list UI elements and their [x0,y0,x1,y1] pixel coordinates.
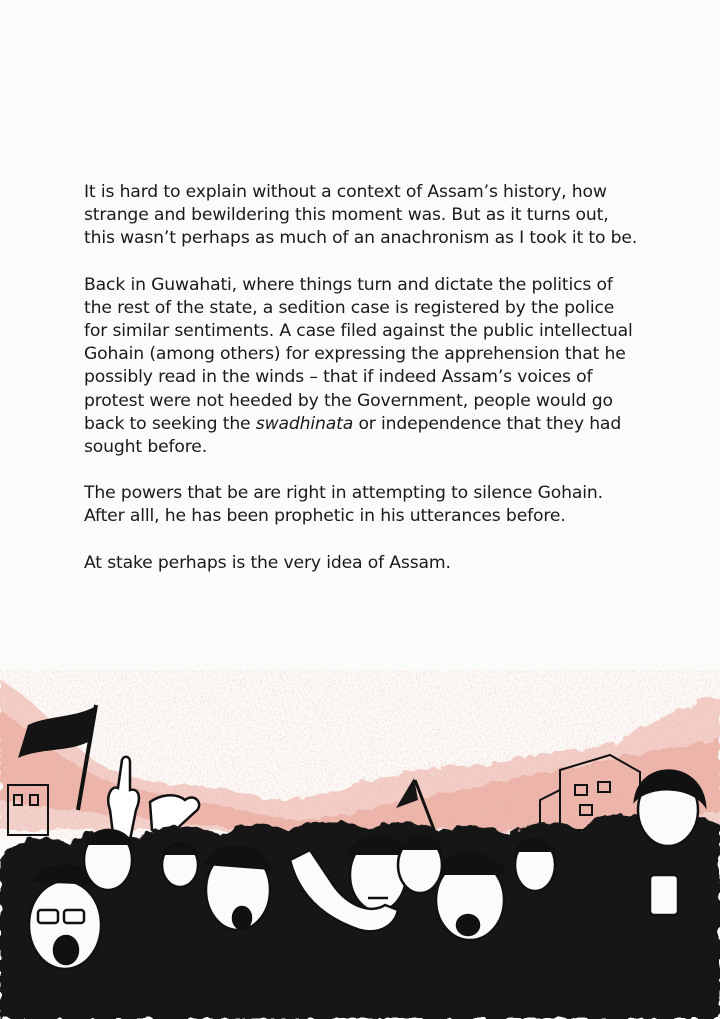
text-run: or independence that they had [353,413,622,434]
text-line: Gohain (among others) for expressing the apprehension that he [84,344,626,365]
text-line: for similar sentiments. A case filed against the public intellectual [84,321,633,342]
paragraph-3 [84,482,654,528]
protest-crowd-illustration [0,660,720,1019]
text-line: sought before. [84,437,208,458]
paragraph-4 [84,552,654,575]
text-line: The powers that be are right in attempting to silence Gohain. [84,483,603,504]
text-line: this wasn’t perhaps as much of an anachronism as I took it to be. [84,228,638,249]
narrative-text [84,181,654,598]
paragraph-2 [84,274,654,460]
text-line: It is hard to explain without a context of Assam’s history, how [84,182,607,202]
text-line: the rest of the state, a sedition case is registered by the police [84,297,615,318]
text-run: back to seeking the [84,413,256,434]
text-line: possibly read in the winds – that if indeed Assam’s voices of [84,367,593,388]
paragraph-1 [84,181,654,251]
italic-term: swadhinata [255,413,354,434]
text-line: After alll, he has been prophetic in his utterances before. [84,506,566,527]
text-line: Back in Guwahati, where things turn and dictate the politics of [84,274,613,295]
text-line: At stake perhaps is the very idea of Assam. [84,552,451,573]
text-line: protest were not heeded by the Government, people would go [84,390,613,411]
text-line [84,413,654,436]
text-line: strange and bewildering this moment was. But as it turns out, [84,205,609,226]
